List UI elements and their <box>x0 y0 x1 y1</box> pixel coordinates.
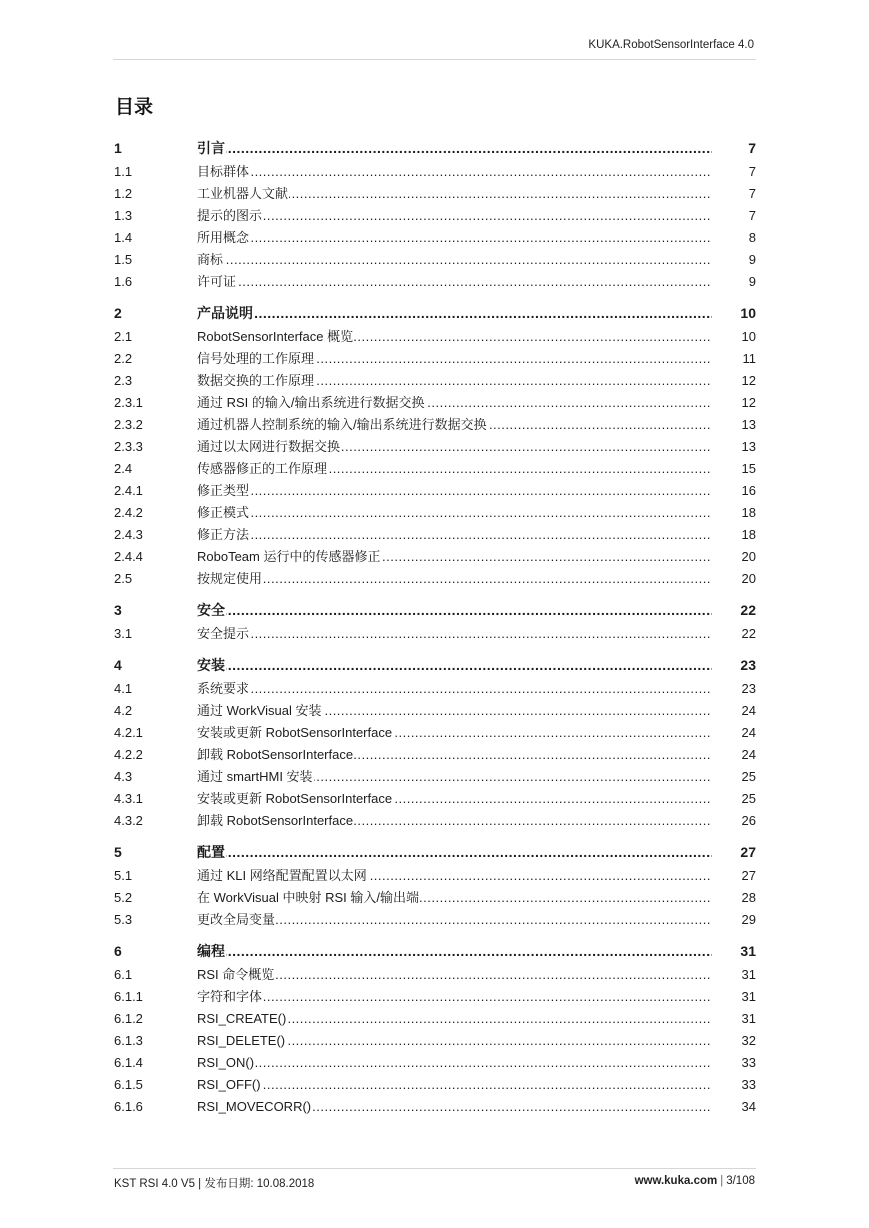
toc-entry-row[interactable] <box>114 678 756 700</box>
toc-entry-title[interactable]: 通过以太网进行数据交换 <box>197 439 341 454</box>
toc-entry-row[interactable] <box>114 865 756 887</box>
toc-entry-page: 12 <box>741 395 756 410</box>
toc-entry-leader <box>197 546 712 568</box>
toc-entry-title[interactable]: 数据交换的工作原理 <box>197 373 315 388</box>
toc-entry-leader <box>197 1008 712 1030</box>
toc-entry-leader <box>197 964 712 986</box>
toc-entry-leader <box>197 392 712 414</box>
toc-entry-title[interactable]: 通过 WorkVisual 安装 <box>197 703 322 718</box>
toc-entry-page: 26 <box>741 813 756 828</box>
toc-entry-leader <box>197 623 712 645</box>
toc-entry-row[interactable] <box>114 986 756 1008</box>
toc-entry-leader <box>197 205 712 227</box>
toc-entry-leader <box>197 370 712 392</box>
toc-entry-title[interactable]: 卸载 RobotSensorInterface <box>197 747 354 762</box>
toc-entry-number: 6.1 <box>114 967 133 982</box>
toc-entry-title[interactable]: 字符和字体 <box>197 989 263 1004</box>
table-of-contents <box>114 137 756 1118</box>
toc-entry-row[interactable] <box>114 392 756 414</box>
toc-entry-page: 10 <box>740 305 756 321</box>
toc-entry-row[interactable] <box>114 568 756 590</box>
toc-entry-page: 22 <box>740 602 756 618</box>
toc-entry-number: 2.3 <box>114 373 133 388</box>
toc-entry-number: 1.1 <box>114 164 133 179</box>
page-title: 目录 <box>115 97 154 118</box>
toc-entry-title[interactable]: RSI_MOVECORR() <box>197 1099 312 1114</box>
toc-entry-page: 13 <box>741 439 756 454</box>
toc-entry-leader <box>197 986 712 1008</box>
toc-entry-page: 9 <box>748 274 756 289</box>
toc-entry-page: 10 <box>741 329 756 344</box>
toc-entry-title[interactable]: RSI_OFF() <box>197 1077 261 1092</box>
toc-entry-row[interactable] <box>114 227 756 249</box>
toc-entry-row[interactable] <box>114 1008 756 1030</box>
toc-entry-leader <box>197 865 712 887</box>
toc-entry-title[interactable]: 安装或更新 RobotSensorInterface <box>197 791 393 806</box>
toc-entry-title[interactable]: 引言 <box>197 140 225 156</box>
toc-entry-title[interactable]: 许可证 <box>197 274 237 289</box>
toc-entry-leader <box>197 744 712 766</box>
toc-entry-row[interactable] <box>114 524 756 546</box>
toc-entry-leader <box>197 909 712 931</box>
toc-entry-leader <box>197 654 712 676</box>
toc-entry-page: 20 <box>741 549 756 564</box>
toc-entry-leader <box>197 271 712 293</box>
toc-entry-leader <box>197 502 712 524</box>
toc-entry-number: 1.3 <box>114 208 133 223</box>
toc-entry-leader <box>197 722 712 744</box>
toc-chapter-row[interactable] <box>114 599 756 621</box>
toc-entry-row[interactable] <box>114 326 756 348</box>
toc-entry-page: 34 <box>741 1099 756 1114</box>
toc-entry-number: 2.2 <box>114 351 133 366</box>
toc-entry-number: 4.1 <box>114 681 133 696</box>
toc-chapter-row[interactable] <box>114 654 756 676</box>
footer-rule <box>113 1168 756 1169</box>
toc-entry-title[interactable]: 通过机器人控制系统的输入/输出系统进行数据交换 <box>197 417 487 432</box>
toc-entry-page: 24 <box>741 747 756 762</box>
toc-entry-title[interactable]: 修正类型 <box>197 483 250 498</box>
toc-entry-number: 5.2 <box>114 890 133 905</box>
toc-entry-row[interactable] <box>114 788 756 810</box>
toc-entry-number: 6.1.2 <box>114 1011 143 1026</box>
toc-entry-row[interactable] <box>114 502 756 524</box>
toc-entry-row[interactable] <box>114 810 756 832</box>
toc-entry-row[interactable] <box>114 623 756 645</box>
toc-entry-title[interactable]: 目标群体 <box>197 164 250 179</box>
toc-entry-leader <box>197 137 712 159</box>
header-rule <box>113 59 756 60</box>
toc-entry-page: 23 <box>740 657 756 673</box>
toc-entry-title[interactable]: RoboTeam 运行中的传感器修正 <box>197 549 381 564</box>
toc-entry-number: 4 <box>114 657 122 673</box>
toc-entry-title[interactable]: 系统要求 <box>197 681 250 696</box>
toc-entry-page: 32 <box>741 1033 756 1048</box>
toc-entry-leader <box>197 414 712 436</box>
toc-entry-number: 2.4.2 <box>114 505 143 520</box>
toc-entry-leader <box>197 599 712 621</box>
toc-entry-leader <box>197 1052 712 1074</box>
toc-entry-number: 3.1 <box>114 626 133 641</box>
toc-chapter-row[interactable] <box>114 841 756 863</box>
toc-entry-number: 2 <box>114 305 122 321</box>
toc-entry-row[interactable] <box>114 458 756 480</box>
toc-entry-leader <box>197 348 712 370</box>
toc-entry-row[interactable] <box>114 370 756 392</box>
toc-entry-title[interactable]: 安全提示 <box>197 626 250 641</box>
toc-entry-leader <box>197 161 712 183</box>
toc-entry-number: 6 <box>114 943 122 959</box>
toc-entry-page: 31 <box>741 989 756 1004</box>
toc-entry-row[interactable] <box>114 249 756 271</box>
toc-entry-row[interactable] <box>114 480 756 502</box>
toc-entry-page: 22 <box>741 626 756 641</box>
toc-entry-row[interactable] <box>114 271 756 293</box>
toc-chapter-row[interactable] <box>114 940 756 962</box>
toc-entry-title[interactable]: 卸载 RobotSensorInterface <box>197 813 354 828</box>
toc-entry-page: 11 <box>742 351 756 366</box>
toc-entry-title[interactable]: 信号处理的工作原理 <box>197 351 315 366</box>
toc-entry-number: 2.3.2 <box>114 417 143 432</box>
toc-entry-title[interactable]: 按规定使用 <box>197 571 263 586</box>
toc-entry-page: 24 <box>741 725 756 740</box>
toc-entry-row[interactable] <box>114 700 756 722</box>
toc-entry-row[interactable] <box>114 1096 756 1118</box>
toc-entry-number: 2.4.4 <box>114 549 143 564</box>
toc-entry-title[interactable]: 通过 smartHMI 安装 <box>197 769 313 784</box>
toc-entry-row[interactable] <box>114 161 756 183</box>
footer-page-number: 3/108 <box>726 1175 755 1187</box>
toc-entry-row[interactable] <box>114 546 756 568</box>
toc-entry-leader <box>197 887 712 909</box>
toc-entry-page: 9 <box>748 252 756 267</box>
toc-entry-row[interactable] <box>114 964 756 986</box>
toc-entry-title[interactable]: 提示的图示 <box>197 208 263 223</box>
page-header-title: KUKA.RobotSensorInterface 4.0 <box>588 39 754 51</box>
toc-entry-title[interactable]: 产品说明 <box>197 305 253 321</box>
toc-entry-title[interactable]: 安装或更新 RobotSensorInterface <box>197 725 393 740</box>
toc-entry-row[interactable] <box>114 436 756 458</box>
toc-entry-leader <box>197 1074 712 1096</box>
toc-entry-number: 2.1 <box>114 329 133 344</box>
toc-entry-number: 4.3.2 <box>114 813 143 828</box>
toc-entry-page: 16 <box>741 483 756 498</box>
toc-chapter-row[interactable] <box>114 137 756 159</box>
toc-entry-number: 6.1.6 <box>114 1099 143 1114</box>
toc-entry-row[interactable] <box>114 887 756 909</box>
toc-entry-number: 6.1.5 <box>114 1077 143 1092</box>
toc-entry-leader <box>197 302 712 324</box>
toc-entry-row[interactable] <box>114 348 756 370</box>
toc-entry-number: 1.2 <box>114 186 133 201</box>
toc-entry-title[interactable]: 编程 <box>197 943 225 959</box>
toc-entry-page: 28 <box>741 890 756 905</box>
toc-entry-number: 5.3 <box>114 912 133 927</box>
toc-chapter-row[interactable] <box>114 302 756 324</box>
toc-entry-page: 29 <box>741 912 756 927</box>
toc-entry-page: 7 <box>748 164 756 179</box>
toc-entry-row[interactable] <box>114 909 756 931</box>
toc-entry-title[interactable]: RobotSensorInterface 概览 <box>197 329 354 344</box>
toc-entry-title[interactable]: 更改全局变量 <box>197 912 276 927</box>
toc-entry-page: 7 <box>748 140 756 156</box>
toc-entry-number: 1.6 <box>114 274 133 289</box>
toc-entry-title[interactable]: 传感器修正的工作原理 <box>197 461 328 476</box>
toc-entry-page: 13 <box>741 417 756 432</box>
toc-entry-page: 20 <box>741 571 756 586</box>
toc-entry-title[interactable]: 通过 KLI 网络配置配置以太网 <box>197 868 367 883</box>
toc-entry-page: 12 <box>741 373 756 388</box>
toc-entry-page: 8 <box>748 230 756 245</box>
toc-entry-leader <box>197 678 712 700</box>
toc-entry-row[interactable] <box>114 1074 756 1096</box>
toc-entry-leader <box>197 524 712 546</box>
toc-entry-leader <box>197 700 712 722</box>
toc-entry-page: 31 <box>741 967 756 982</box>
toc-entry-number: 2.4.1 <box>114 483 143 498</box>
toc-entry-leader <box>197 841 712 863</box>
toc-entry-number: 4.3 <box>114 769 133 784</box>
footer-website-link[interactable]: www.kuka.com <box>634 1175 718 1187</box>
toc-entry-leader <box>197 458 712 480</box>
toc-entry-row[interactable] <box>114 744 756 766</box>
toc-entry-number: 4.3.1 <box>114 791 143 806</box>
toc-entry-number: 2.5 <box>114 571 133 586</box>
toc-entry-row[interactable] <box>114 1052 756 1074</box>
toc-entry-title[interactable]: 在 WorkVisual 中映射 RSI 输入/输出端 <box>197 890 419 905</box>
footer-doc-info: KST RSI 4.0 V5 | 发布日期: 10.08.2018 <box>114 1178 315 1190</box>
toc-entry-leader <box>197 480 712 502</box>
toc-entry-number: 6.1.1 <box>114 989 143 1004</box>
toc-entry-number: 3 <box>114 602 122 618</box>
toc-entry-title[interactable]: RSI 命令概览 <box>197 967 275 982</box>
toc-entry-title[interactable]: 工业机器人文献 <box>197 186 289 201</box>
toc-entry-row[interactable] <box>114 722 756 744</box>
toc-entry-number: 5 <box>114 844 122 860</box>
toc-entry-leader <box>197 249 712 271</box>
toc-entry-page: 31 <box>740 943 756 959</box>
toc-entry-number: 2.3.3 <box>114 439 143 454</box>
toc-entry-leader <box>197 1096 712 1118</box>
toc-entry-row[interactable] <box>114 766 756 788</box>
toc-entry-page: 24 <box>741 703 756 718</box>
toc-entry-page: 7 <box>748 208 756 223</box>
toc-entry-page: 18 <box>741 505 756 520</box>
toc-entry-number: 2.4 <box>114 461 133 476</box>
toc-entry-title[interactable]: 安装 <box>197 657 225 673</box>
toc-entry-title[interactable]: 商标 <box>197 252 224 267</box>
toc-entry-number: 1 <box>114 140 122 156</box>
toc-entry-number: 2.4.3 <box>114 527 143 542</box>
toc-entry-number: 1.5 <box>114 252 133 267</box>
toc-entry-page: 18 <box>741 527 756 542</box>
toc-entry-page: 25 <box>741 769 756 784</box>
toc-entry-page: 31 <box>741 1011 756 1026</box>
toc-entry-number: 2.3.1 <box>114 395 143 410</box>
toc-entry-leader <box>197 788 712 810</box>
toc-entry-page: 15 <box>741 461 756 476</box>
toc-entry-page: 25 <box>741 791 756 806</box>
toc-entry-row[interactable] <box>114 414 756 436</box>
toc-entry-number: 5.1 <box>114 868 133 883</box>
toc-entry-title[interactable]: 修正方法 <box>197 527 250 542</box>
toc-entry-leader <box>197 183 712 205</box>
toc-entry-title[interactable]: 配置 <box>197 844 225 860</box>
toc-entry-leader <box>197 766 712 788</box>
toc-entry-title[interactable]: RSI_ON() <box>197 1055 255 1070</box>
toc-entry-title[interactable]: 通过 RSI 的输入/输出系统进行数据交换 <box>197 395 425 410</box>
toc-entry-title[interactable]: RSI_DELETE() <box>197 1033 286 1048</box>
toc-entry-row[interactable] <box>114 183 756 205</box>
toc-entry-title[interactable]: RSI_CREATE() <box>197 1011 287 1026</box>
toc-entry-title[interactable]: 安全 <box>197 602 225 618</box>
toc-entry-page: 23 <box>741 681 756 696</box>
toc-entry-number: 4.2 <box>114 703 133 718</box>
footer-right <box>635 1175 755 1187</box>
toc-entry-page: 33 <box>741 1055 756 1070</box>
toc-entry-leader <box>197 810 712 832</box>
toc-entry-page: 27 <box>741 868 756 883</box>
toc-entry-leader <box>197 227 712 249</box>
toc-entry-number: 1.4 <box>114 230 133 245</box>
toc-entry-leader <box>197 1030 712 1052</box>
toc-entry-leader <box>197 940 712 962</box>
toc-entry-leader <box>197 326 712 348</box>
toc-entry-number: 6.1.4 <box>114 1055 143 1070</box>
toc-entry-title[interactable]: 修正模式 <box>197 505 250 520</box>
toc-entry-leader <box>197 568 712 590</box>
toc-entry-page: 7 <box>748 186 756 201</box>
toc-entry-number: 6.1.3 <box>114 1033 143 1048</box>
toc-entry-number: 4.2.2 <box>114 747 143 762</box>
toc-entry-page: 27 <box>740 844 756 860</box>
toc-entry-page: 33 <box>741 1077 756 1092</box>
toc-entry-title[interactable]: 所用概念 <box>197 230 250 245</box>
footer-separator: | <box>720 1175 724 1187</box>
toc-entry-leader <box>197 436 712 458</box>
toc-entry-row[interactable] <box>114 205 756 227</box>
toc-entry-number: 4.2.1 <box>114 725 143 740</box>
toc-entry-row[interactable] <box>114 1030 756 1052</box>
